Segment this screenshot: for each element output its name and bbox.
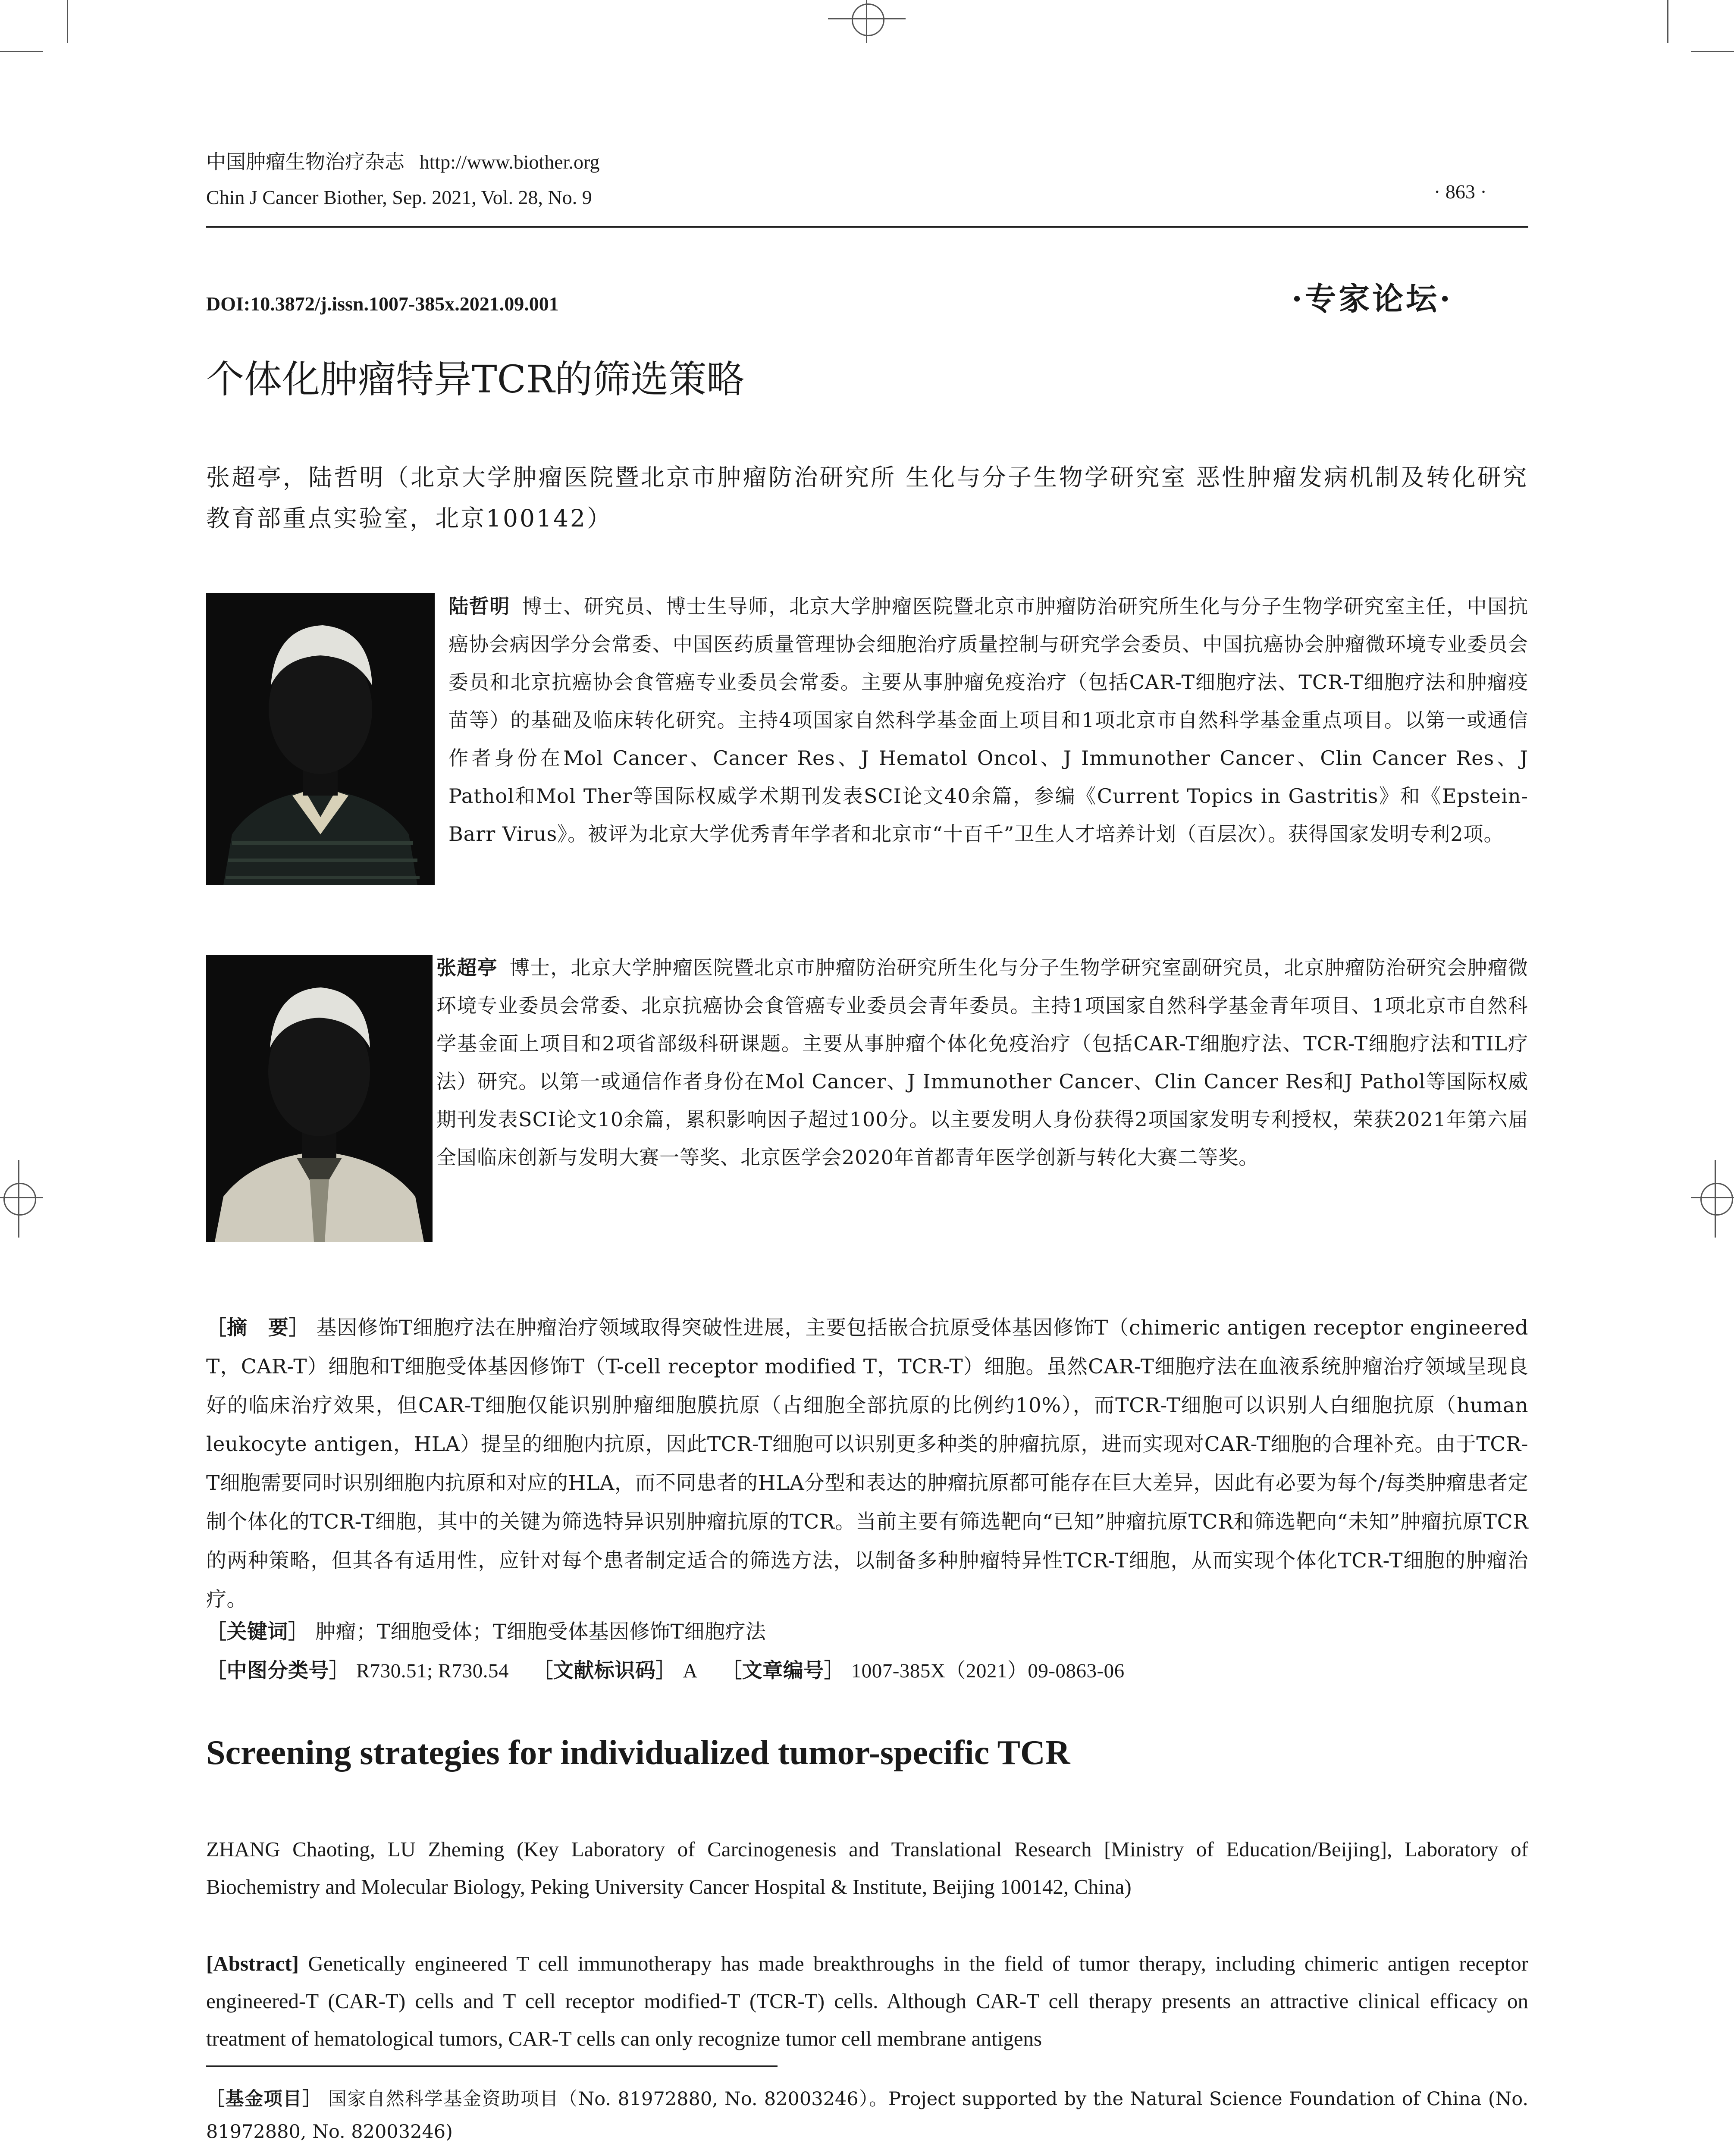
keywords-label: ［关键词］ [206,1620,309,1644]
journal-header-line1 [206,149,599,175]
abstract-en-label: [Abstract] [206,1952,299,1975]
bio-zhang-chaoting [436,949,1528,1176]
article-number-value: 1007-385X（2021）09-0863-06 [851,1660,1125,1682]
journal-name-cn: 中国肿瘤生物治疗杂志 [206,150,404,173]
keywords-text: 肿瘤；T细胞受体；T细胞受体基因修饰T细胞疗法 [315,1620,766,1644]
title-cn: 个体化肿瘤特异TCR的筛选策略 [206,357,745,401]
column-label: ·专家论坛· [1292,280,1453,317]
clc-label: ［中图分类号］ [206,1659,350,1683]
abstract-cn-label: ［摘 要］ [206,1316,310,1340]
doc-code-value: A [683,1660,698,1682]
bio-lu-zheming [448,587,1528,853]
footnote-text: 国家自然科学基金资助项目（No. 81972880, No. 82003246）。Project supported by the Natural Science Foundation of China (No. 81972880, No. 82003246) [206,2088,1529,2143]
article-number-label: ［文章编号］ [721,1659,845,1683]
abstract-en [206,1945,1528,2057]
page-number: · 863 · [1434,181,1487,203]
authors-cn: 张超亭，陆哲明（北京大学肿瘤医院暨北京市肿瘤防治研究所 生化与分子生物学研究室 恶性肿瘤发病机制及转化研究教育部重点实验室，北京100142） [206,464,1528,532]
abstract-en-text: Genetically engineered T cell immunotherapy has made breakthroughs in the field of tumor therapy, including chimeric antigen receptor engineered-T (CAR-T) cells and T cell receptor modified-T (TCR-T) cells. Although CAR-T cell therapy presents an attractive clinical efficacy on treatment of hematological tumors, CAR-T cells can only recognize tumor cell membrane antigens [206,1952,1529,2050]
header-rule [206,226,1528,228]
authors-en: ZHANG Chaoting, LU Zheming (Key Laboratory of Carcinogenesis and Translational Research [Ministry of Education/Beijing], Laboratory of Biochemistry and Molecular Biology, Peking University Cancer Hospital & Institute, Beijing 100142, China) [206,1837,1528,1899]
bio-name: 张超亭 [436,956,498,979]
doi: DOI:10.3872/j.issn.1007-385x.2021.09.001 [206,293,559,315]
author-photo-lu-zheming [206,593,435,885]
abstract-cn-text: 基因修饰T细胞疗法在肿瘤治疗领域取得突破性进展，主要包括嵌合抗原受体基因修饰T（chimeric antigen receptor engineered T，CAR-T）细胞和T细胞受体基因修饰T（T-cell receptor modified T，TCR-T）细胞。虽然CAR-T细胞疗法在血液系统肿瘤治疗领域呈现良好的临床治疗效果，但CAR-T细胞仅能识别肿瘤细胞膜抗原（占细胞全部抗原的比例约10%），而TCR-T细胞可以识别人白细胞抗原（human leukocyte antigen，HLA）提呈的细胞内抗原，因此TCR-T细胞可以识别更多种类的肿瘤抗原，进而实现对CAR-T细胞的合理补充。由于TCR-T细胞需要同时识别细胞内抗原和对应的HLA，而不同患者的HLA分型和表达的肿瘤抗原都可能存在巨大差异，因此有必要为每个/每类肿瘤患者定制个体化的TCR-T细胞，其中的关键为筛选特异识别肿瘤抗原的TCR。当前主要有筛选靶向“已知”肿瘤抗原TCR和筛选靶向“未知”肿瘤抗原TCR的两种策略，但其各有适用性，应针对每个患者制定适合的筛选方法，以制备多种肿瘤特异性TCR-T细胞，从而实现个体化TCR-T细胞的肿瘤治疗。 [206,1316,1528,1611]
journal-name-en: Chin J Cancer Biother, Sep. 2021, Vol. 28, No. 9 [206,186,592,208]
footnote-rule [206,2065,778,2067]
bio-text: 博士、研究员、博士生导师，北京大学肿瘤医院暨北京市肿瘤防治研究所生化与分子生物学研究室主任，中国抗癌协会病因学分会常委、中国医药质量管理协会细胞治疗质量控制与研究学会委员、中国抗癌协会肿瘤微环境专业委员会委员和北京抗癌协会食管癌专业委员会常委。主要从事肿瘤免疫治疗（包括CAR-T细胞疗法、TCR-T细胞疗法和肿瘤疫苗等）的基础及临床转化研究。主持4项国家自然科学基金面上项目和1项北京市自然科学基金重点项目。以第一或通信作者身份在Mol Cancer、Cancer Res、J Hematol Oncol、J Immunother Cancer、Clin Cancer Res、J Pathol和Mol Ther等国际权威学术期刊发表SCI论文40余篇，参编《Current Topics in Gastritis》和《Epstein-Barr Virus》。被评为北京大学优秀青年学者和北京市“十百千”卫生人才培养计划（百层次）。获得国家发明专利2项。 [448,595,1529,846]
title-en: Screening strategies for individualized tumor-specific TCR [206,1734,1070,1772]
abstract-cn [206,1309,1528,1619]
bio-name: 陆哲明 [448,595,510,618]
keywords-cn [206,1613,1528,1651]
footnote-funding [206,2083,1528,2148]
footnote-author-profile [206,2154,1528,2156]
journal-url: http://www.biother.org [419,151,600,173]
footnote-label: ［基金项目］ [206,2088,322,2110]
classification-line [206,1651,1528,1690]
doc-code-label: ［文献标识码］ [533,1659,676,1683]
clc-value: R730.51; R730.54 [356,1660,509,1682]
bio-text: 博士，北京大学肿瘤医院暨北京市肿瘤防治研究所生化与分子生物学研究室副研究员，北京肿瘤防治研究会肿瘤微环境专业委员会常委、北京抗癌协会食管癌专业委员会青年委员。主持1项国家自然科学基金青年项目、1项北京市自然科学基金面上项目和2项省部级科研课题。主要从事肿瘤个体化免疫治疗（包括CAR-T细胞疗法、TCR-T细胞疗法和TIL疗法）研究。以第一或通信作者身份在Mol Cancer、J Immunother Cancer、Clin Cancer Res和J Pathol等国际权威期刊发表SCI论文10余篇，累积影响因子超过100分。以主要发明人身份获得2项国家发明专利授权，荣获2021年第六届全国临床创新与发明大赛一等奖、北京医学会2020年首都青年医学创新与转化大赛二等奖。 [436,956,1528,1169]
author-photo-zhang-chaoting [206,955,433,1242]
